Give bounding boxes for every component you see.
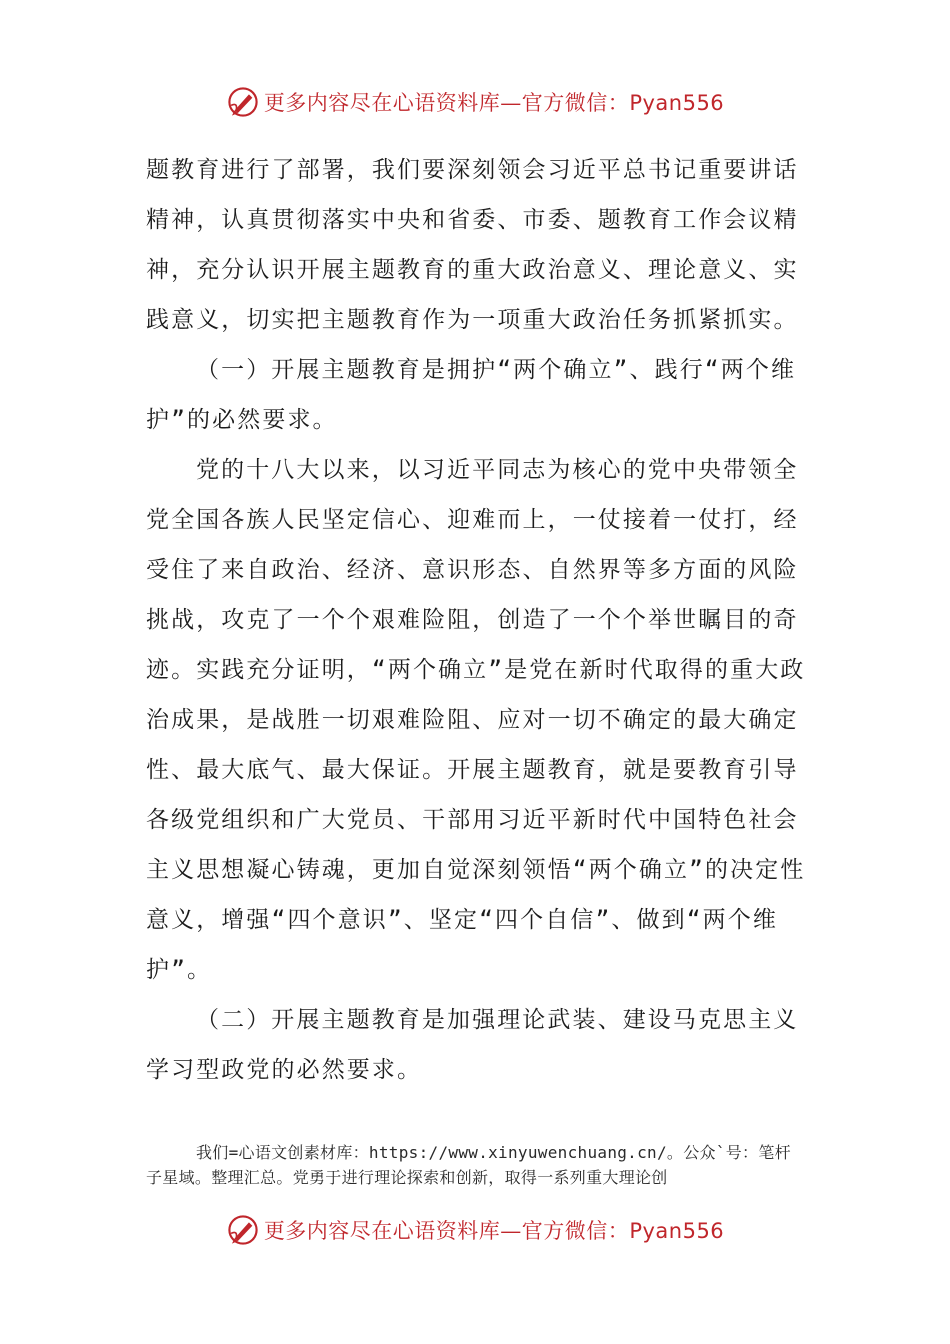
footer-note: 我们=心语文创素材库：https://www.xinyuwenchuang.cn/。公众`号：笔杆子星域。整理汇总。党勇于进行理论探索和创新，取得一系列重大理论创	[146, 1143, 791, 1187]
footer-banner	[0, 1210, 950, 1250]
banner-wechat-id: Pyan556	[629, 91, 725, 115]
header-banner	[0, 82, 950, 122]
pen-logo-icon	[226, 85, 260, 119]
paragraph: 党的十八大以来，以习近平同志为核心的党中央带领全党全国各族人民坚定信心、迎难而上，一仗接着一仗打，经受住了来自政治、经济、意识形态、自然界等多方面的风险挑战，攻克了一个个艰难险阻，创造了一个个举世瞩目的奇迹。实践充分证明，“两个确立”是党在新时代取得的重大政治成果，是战胜一切艰难险阻、应对一切不确定的最大确定性、最大底气、最大保证。开展主题教育，就是要教育引导各级党组织和广大党员、干部用习近平新时代中国特色社会主义思想凝心铸魂，更加自觉深刻领悟“两个确立”的决定性意义，增强“四个意识”、坚定“四个自信”、做到“两个维护”。	[146, 457, 806, 983]
document-body	[146, 145, 806, 1095]
banner-wechat-id: Pyan556	[629, 1219, 725, 1243]
banner-label: 更多内容尽在心语资料库—官方微信：	[263, 91, 630, 115]
banner-label: 更多内容尽在心语资料库—官方微信：	[263, 1219, 630, 1243]
pen-logo-icon	[226, 1213, 260, 1247]
section-heading-2: （二）开展主题教育是加强理论武装、建设马克思主义学习型政党的必然要求。	[146, 1007, 799, 1083]
banner-text	[264, 1215, 724, 1245]
section-heading-1: （一）开展主题教育是拥护“两个确立”、践行“两个维护”的必然要求。	[146, 357, 797, 433]
banner-text	[264, 87, 724, 117]
paragraph-continuation: 题教育进行了部署，我们要深刻领会习近平总书记重要讲话精神，认真贯彻落实中央和省委、市委、题教育工作会议精神，充分认识开展主题教育的重大政治意义、理论意义、实践意义，切实把主题教育作为一项重大政治任务抓紧抓实。	[146, 157, 799, 333]
